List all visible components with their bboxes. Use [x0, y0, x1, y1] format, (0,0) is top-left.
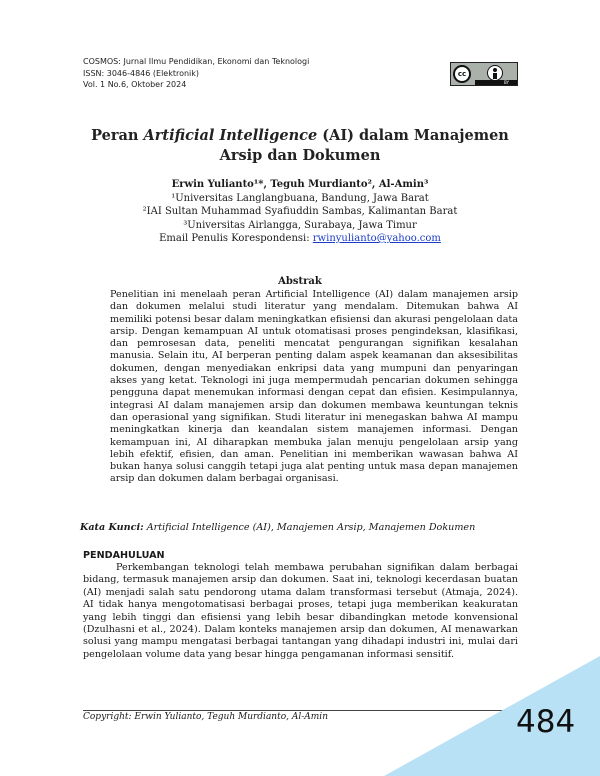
- title-prefix: Peran: [91, 127, 144, 144]
- license-by-label: BY: [475, 80, 517, 85]
- paper-title: [60, 126, 540, 166]
- creative-commons-icon: cc: [453, 65, 471, 83]
- keywords-label: Kata Kunci:: [80, 522, 144, 533]
- title-italic: Artificial Intelligence: [143, 127, 318, 144]
- copyright-text: Copyright: Erwin Yulianto, Teguh Murdianto, Al-Amin: [83, 712, 328, 722]
- email-label: Email Penulis Korespondensi:: [159, 233, 313, 244]
- journal-name: COSMOS: Jurnal Ilmu Pendidikan, Ekonomi dan Teknologi: [83, 57, 310, 66]
- affiliation-1: ¹Universitas Langlangbuana, Bandung, Jawa Barat: [171, 192, 429, 204]
- author-block: [60, 178, 540, 246]
- attribution-person-icon: [487, 65, 503, 81]
- journal-volume: Vol. 1 No.6, Oktober 2024: [83, 80, 187, 89]
- title-line-2: Arsip dan Dokumen: [219, 147, 381, 164]
- introduction-text: Perkembangan teknologi telah membawa perubahan signifikan dalam berbagai bidang, termasuk manajemen arsip dan dokumen. Saat ini, teknologi kecerdasan buatan (AI) menjadi salah satu pendorong utama dalam transformasi tersebut (Atmaja, 2024). AI tidak hanya mengotomatisasi berbagai proses, tetapi juga memberikan keakuratan yang lebih tinggi dan efisiensi yang lebih besar dibandingkan metode konvensional (Dzulhasni et al., 2024). Dalam konteks manajemen arsip dan dokumen, AI menawarkan solusi yang mampu mengatasi berbagai tantangan yang dihadapi industri ini, mulai dari pengelolaan volume data yang besar hingga pengamanan informasi sensitif.: [83, 562, 518, 660]
- journal-issn: ISSN: 3046-4846 (Elektronik): [83, 68, 200, 78]
- author-names: Erwin Yulianto¹*, Teguh Murdianto², Al-Amin³: [171, 179, 429, 190]
- corresponding-email-link[interactable]: rwinyulianto@yahoo.com: [312, 233, 441, 244]
- affiliation-3: ³Universitas Airlangga, Surabaya, Jawa Timur: [183, 219, 417, 231]
- title-suffix: (AI) dalam Manajemen: [317, 127, 509, 144]
- keywords: [80, 522, 475, 533]
- introduction-heading: PENDAHULUAN: [83, 550, 165, 561]
- journal-header: [83, 56, 309, 91]
- abstract-heading: Abstrak: [278, 276, 322, 287]
- abstract-text: Penelitian ini menelaah peran Artificial Intelligence (AI) dalam manajemen arsip dan dokumen melalui studi literatur yang mendalam. Ditemukan bahwa AI memiliki potensi besar dalam meningkatkan efisiensi dan akurasi pengelolaan data arsip. Dengan kemampuan AI untuk otomatisasi proses pengindeksan, klasifikasi, dan pemrosesan data, peneliti mencatat pengurangan signifikan kesalahan manusia. Selain itu, AI berperan penting dalam aspek keamanan dan aksesibilitas dokumen, dengan menyediakan enkripsi data yang mumpuni dan penyaringan akses yang ketat. Teknologi ini juga mempermudah pencarian dokumen sehingga pengguna dapat menemukan informasi dengan cepat dan efisien. Kesimpulannya, integrasi AI dalam manajemen arsip dan dokumen membawa keuntungan teknis dan operasional yang signifikan. Studi literatur ini menegaskan bahwa AI mampu meningkatkan kinerja dan keandalan sistem manajemen informasi. Dengan kemampuan ini, AI diharapkan membuka jalan menuju pengelolaan arsip yang lebih efektif, efisien, dan aman. Penelitian ini memberikan wawasan bahwa AI bukan hanya solusi canggih tetapi juga alat penting untuk masa depan manajemen arsip dan dokumen dalam berbagai organisasi.: [110, 289, 518, 485]
- correspondence-line: [60, 232, 540, 246]
- keywords-text: Artificial Intelligence (AI), Manajemen Arsip, Manajemen Dokumen: [143, 522, 476, 533]
- affiliation-2: ²IAI Sultan Muhammad Syafiuddin Sambas, Kalimantan Barat: [142, 206, 458, 217]
- cc-by-license-badge[interactable]: [450, 62, 518, 86]
- page-number: 484: [516, 704, 576, 740]
